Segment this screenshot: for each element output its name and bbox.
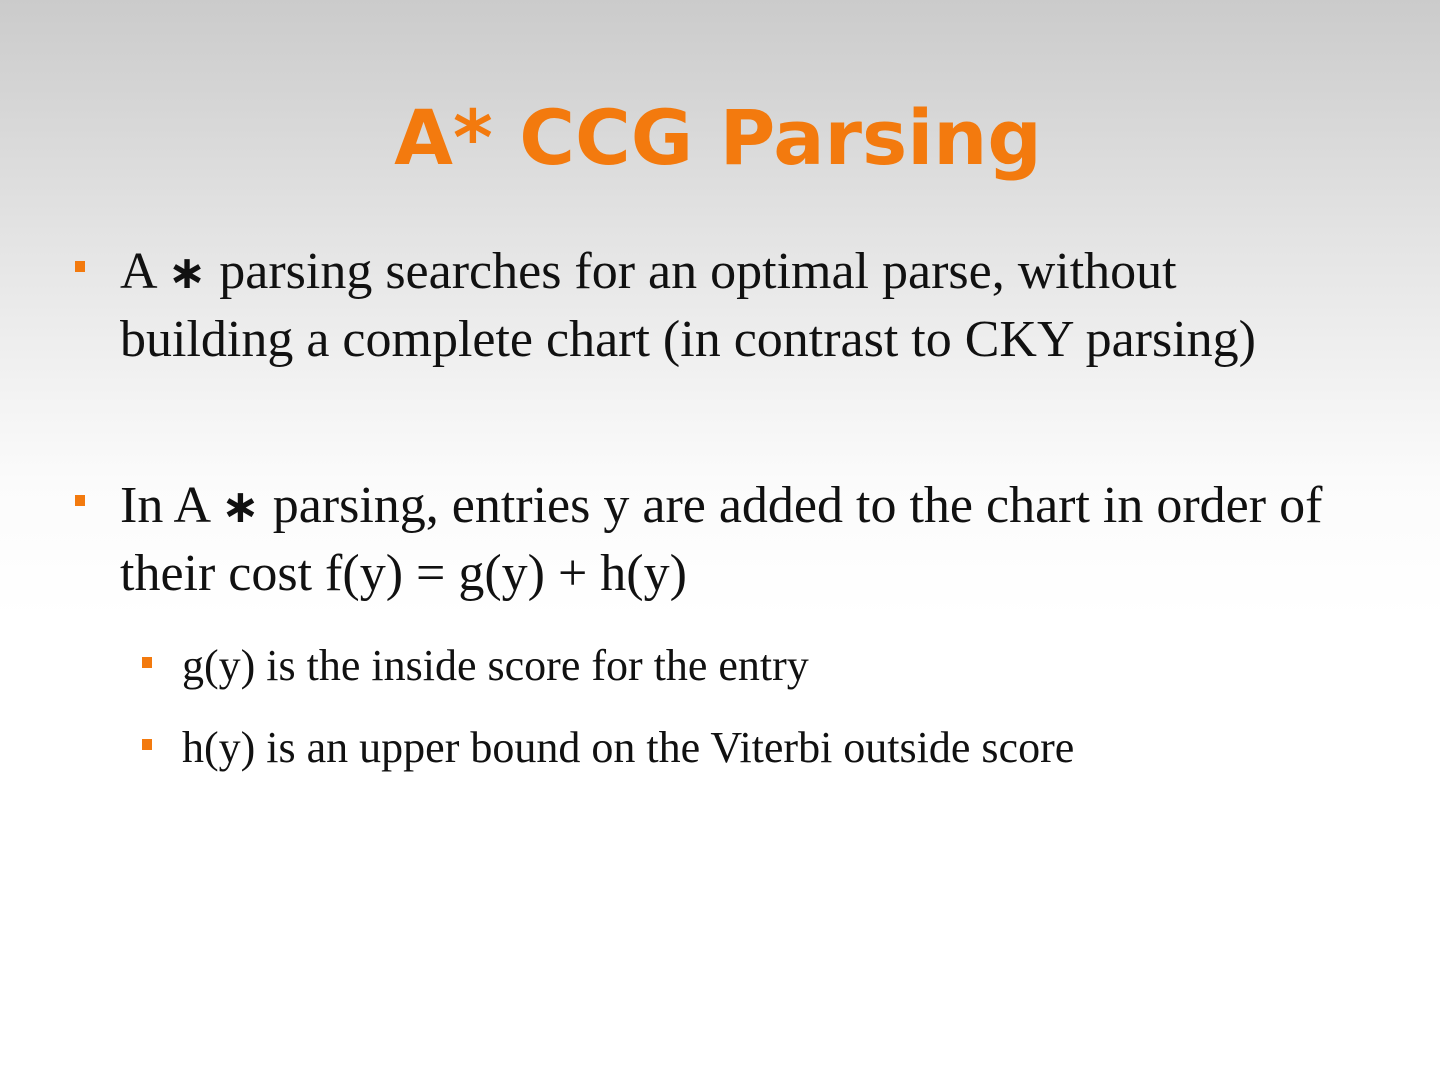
sub-bullet-text: g(y) is the inside score for the entry	[182, 641, 809, 690]
square-bullet-icon	[75, 495, 85, 506]
asterisk-symbol: ∗	[167, 245, 207, 299]
sub-bullet-item-2	[182, 720, 1362, 776]
sub-bullet-item-1	[182, 638, 1362, 694]
bullet-text: In A ∗ parsing, entries y are added to the chart in order of their cost f(y) = g(y) + h(y)	[120, 477, 1323, 602]
square-bullet-icon	[142, 739, 152, 750]
bullet-text: A ∗ parsing searches for an optimal parse, without building a complete chart (in contrast to CKY parsing)	[120, 243, 1257, 368]
square-bullet-icon	[75, 261, 85, 272]
square-bullet-icon	[142, 657, 152, 668]
slide-title: A* CCG Parsing	[394, 93, 1042, 182]
asterisk-symbol: ∗	[221, 479, 260, 533]
sub-bullet-text: h(y) is an upper bound on the Viterbi outside score	[182, 723, 1075, 772]
bullet-item-2	[120, 472, 1340, 608]
bullet-item-1	[120, 238, 1340, 374]
